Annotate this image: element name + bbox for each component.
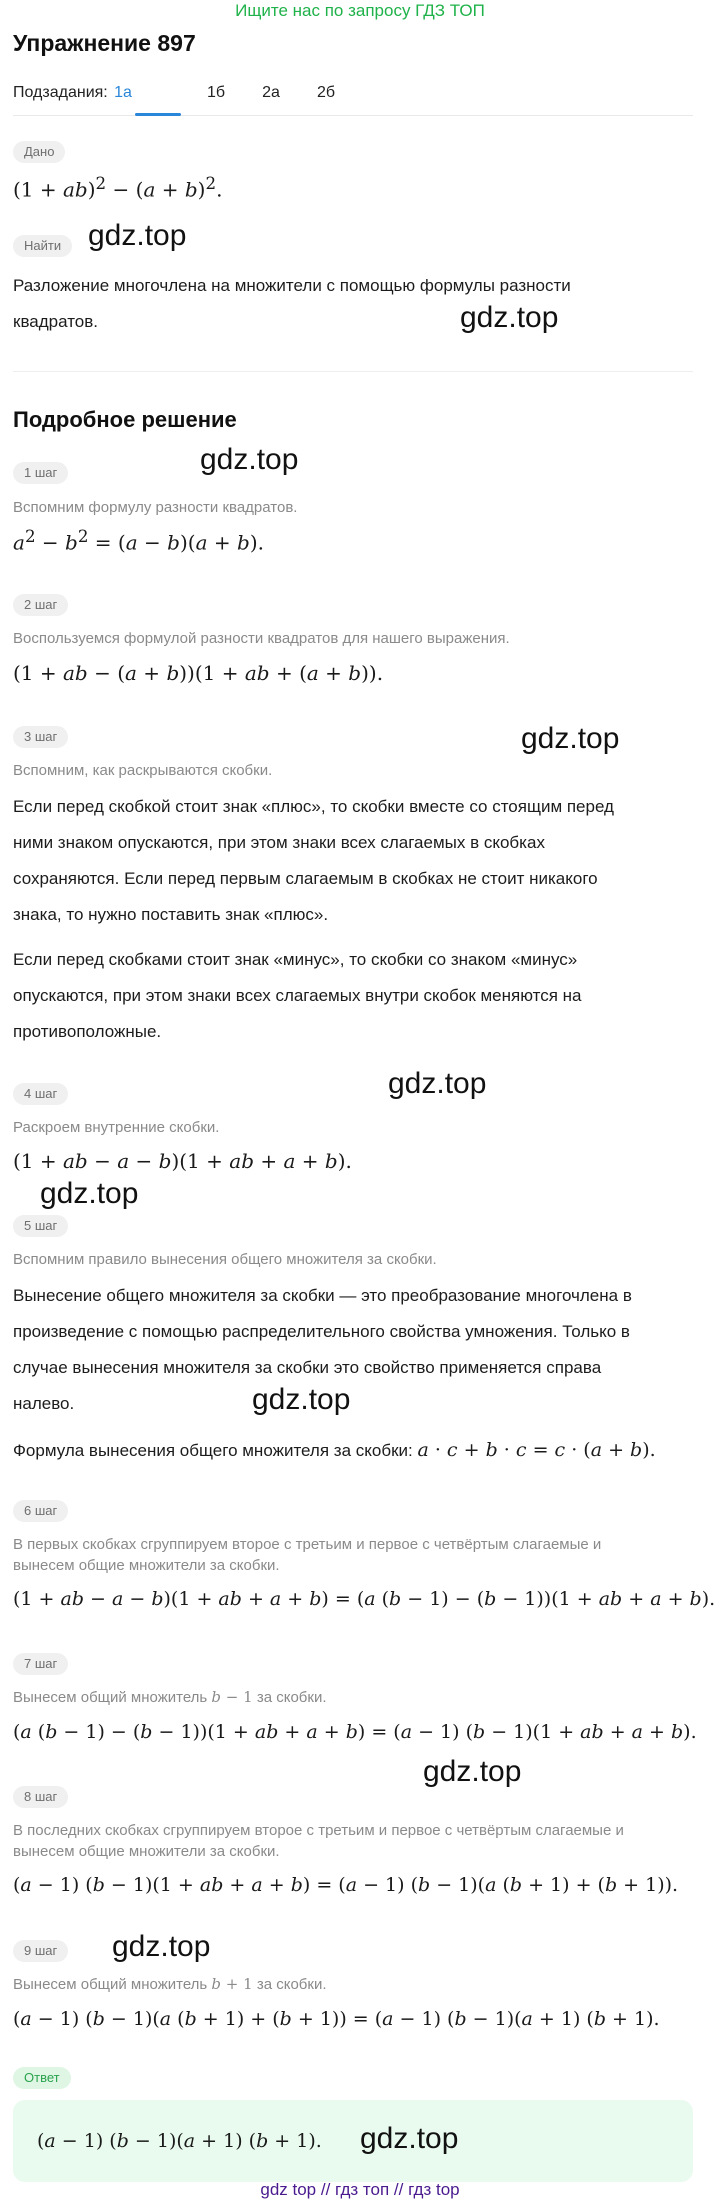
step-4-badge: 4 шаг [13, 1083, 68, 1105]
step-9-note-pre: Вынесем общий множитель [13, 1976, 208, 1993]
step-1-badge: 1 шаг [13, 462, 68, 484]
subtasks-label: Подзадания: [13, 84, 108, 101]
step-5-p1-line3: случае вынесения множителя за скобки это свойство применяется справа [13, 1358, 602, 1377]
step-9-factor: b + 1 [211, 1975, 253, 1993]
step-5-p1-line2: произведение с помощью распределительного свойства умножения. Только в [13, 1322, 630, 1341]
answer-formula: (a − 1) (b − 1)(a + 1) (b + 1). [37, 2130, 322, 2152]
answer-box [13, 2100, 693, 2182]
step-5-note: Вспомним правило вынесения общего множителя за скобки. [13, 1251, 437, 1268]
find-text-2: квадратов. [13, 312, 98, 331]
step-5-p1-line4: налево. [13, 1394, 75, 1413]
find-badge: Найти [13, 235, 72, 257]
step-6-note-1: В первых скобках сгруппируем второе с третьим и первое с четвёртым слагаемые и [13, 1536, 602, 1553]
watermark: gdz.top [252, 1383, 351, 1416]
given-expression: $(1 + ab)^2 - (a + b)^2$. [13, 174, 223, 202]
step-5-badge: 5 шаг [13, 1215, 68, 1237]
footer-link-gdz-top-mixed[interactable]: гдз top [408, 2180, 460, 2199]
step-3-p1-line1: Если перед скобкой стоит знак «плюс», то скобки вместе со стоящим перед [13, 797, 614, 816]
watermark: gdz.top [460, 301, 559, 334]
step-8-badge: 8 шаг [13, 1786, 68, 1808]
step-3-p2-line2: опускаются, при этом знаки всех слагаемых внутри скобок меняются на [13, 986, 582, 1005]
step-4-formula: (1 + ab − a − b)(1 + ab + a + b). [13, 1149, 352, 1173]
divider [13, 371, 693, 372]
step-2-formula: (1 + ab − (a + b))(1 + ab + (a + b)). [13, 661, 384, 685]
step-9-note-post: за скобки. [256, 1976, 327, 1993]
watermark: gdz.top [200, 443, 299, 476]
tab-1a[interactable]: 1а [114, 84, 132, 101]
watermark: gdz.top [40, 1177, 139, 1210]
step-6-note-2: вынесем общие множители за скобки. [13, 1557, 280, 1574]
step-9-formula: (a − 1) (b − 1)(a (b + 1) + (b + 1)) = (a − 1) (b − 1)(a + 1) (b + 1). [13, 2008, 660, 2030]
step-3-p1-line4: знака, то нужно поставить знак «плюс». [13, 905, 329, 924]
step-9-badge: 9 шаг [13, 1940, 68, 1962]
step-7-note [13, 1687, 693, 1708]
step-8-note-1: В последних скобках сгруппируем второе с третьим и первое с четвёртым слагаемые и [13, 1822, 624, 1839]
active-tab-indicator [135, 113, 181, 116]
page-title: Упражнение 897 [13, 30, 196, 56]
footer [0, 2180, 720, 2200]
step-7-note-pre: Вынесем общий множитель [13, 1689, 208, 1706]
step-7-note-post: за скобки. [256, 1689, 327, 1706]
step-3-badge: 3 шаг [13, 726, 68, 748]
tab-2a[interactable]: 2а [262, 84, 280, 101]
step-3-p2-line3: противоположные. [13, 1022, 162, 1041]
watermark: gdz.top [88, 219, 187, 252]
watermark: gdz.top [423, 1755, 522, 1788]
search-banner[interactable]: Ищите нас по запросу ГДЗ ТОП [235, 1, 485, 20]
step-8-note-2: вынесем общие множители за скобки. [13, 1843, 280, 1860]
solution-title: Подробное решение [13, 407, 237, 432]
watermark: gdz.top [388, 1067, 487, 1100]
step-2-badge: 2 шаг [13, 594, 68, 616]
watermark: gdz.top [112, 1930, 211, 1963]
step-5-formula-line [13, 1432, 693, 1469]
step-5-formula: a · c + b · c = c · (a + b). [417, 1439, 656, 1461]
step-7-factor: b − 1 [211, 1688, 253, 1706]
step-1-formula: $a^2 - b^2 = (a - b)(a + b)$. [13, 527, 264, 555]
footer-separator: // [393, 2180, 404, 2199]
footer-separator: // [320, 2180, 331, 2199]
step-5-p1-line1: Вынесение общего множителя за скобки — это преобразование многочлена в [13, 1286, 632, 1305]
tab-1b[interactable]: 1б [206, 84, 226, 101]
step-2-note: Воспользуемся формулой разности квадратов для нашего выражения. [13, 630, 510, 647]
subtasks-bar [13, 84, 693, 116]
step-5-formula-label: Формула вынесения общего множителя за скобки: [13, 1441, 413, 1460]
step-7-formula: (a (b − 1) − (b − 1))(1 + ab + a + b) = (a − 1) (b − 1)(1 + ab + a + b). [13, 1721, 697, 1743]
step-9-note [13, 1974, 693, 1995]
watermark: gdz.top [360, 2122, 459, 2155]
step-7-badge: 7 шаг [13, 1653, 68, 1675]
step-6-badge: 6 шаг [13, 1500, 68, 1522]
footer-link-gdz-top[interactable]: gdz top [260, 2180, 317, 2199]
given-badge: Дано [13, 141, 65, 163]
watermark: gdz.top [521, 722, 620, 755]
step-3-p1-line3: сохраняются. Если перед первым слагаемым в скобках не стоит никакого [13, 869, 598, 888]
step-6-formula: (1 + ab − a − b)(1 + ab + a + b) = (a (b − 1) − (b − 1))(1 + ab + a + b). [13, 1588, 716, 1610]
tab-2b[interactable]: 2б [316, 84, 336, 101]
footer-link-gdz-top-ru[interactable]: гдз топ [335, 2180, 390, 2199]
step-1-note: Вспомним формулу разности квадратов. [13, 499, 298, 516]
step-3-p1-line2: ними знаком опускаются, при этом знаки всех слагаемых в скобках [13, 833, 545, 852]
step-3-p2-line1: Если перед скобками стоит знак «минус», то скобки со знаком «минус» [13, 950, 578, 969]
answer-badge: Ответ [13, 2067, 71, 2089]
step-4-note: Раскроем внутренние скобки. [13, 1119, 220, 1136]
step-3-note: Вспомним, как раскрываются скобки. [13, 762, 273, 779]
find-text-1: Разложение многочлена на множители с помощью формулы разности [13, 276, 571, 295]
step-8-formula: (a − 1) (b − 1)(1 + ab + a + b) = (a − 1) (b − 1)(a (b + 1) + (b + 1)). [13, 1874, 679, 1896]
